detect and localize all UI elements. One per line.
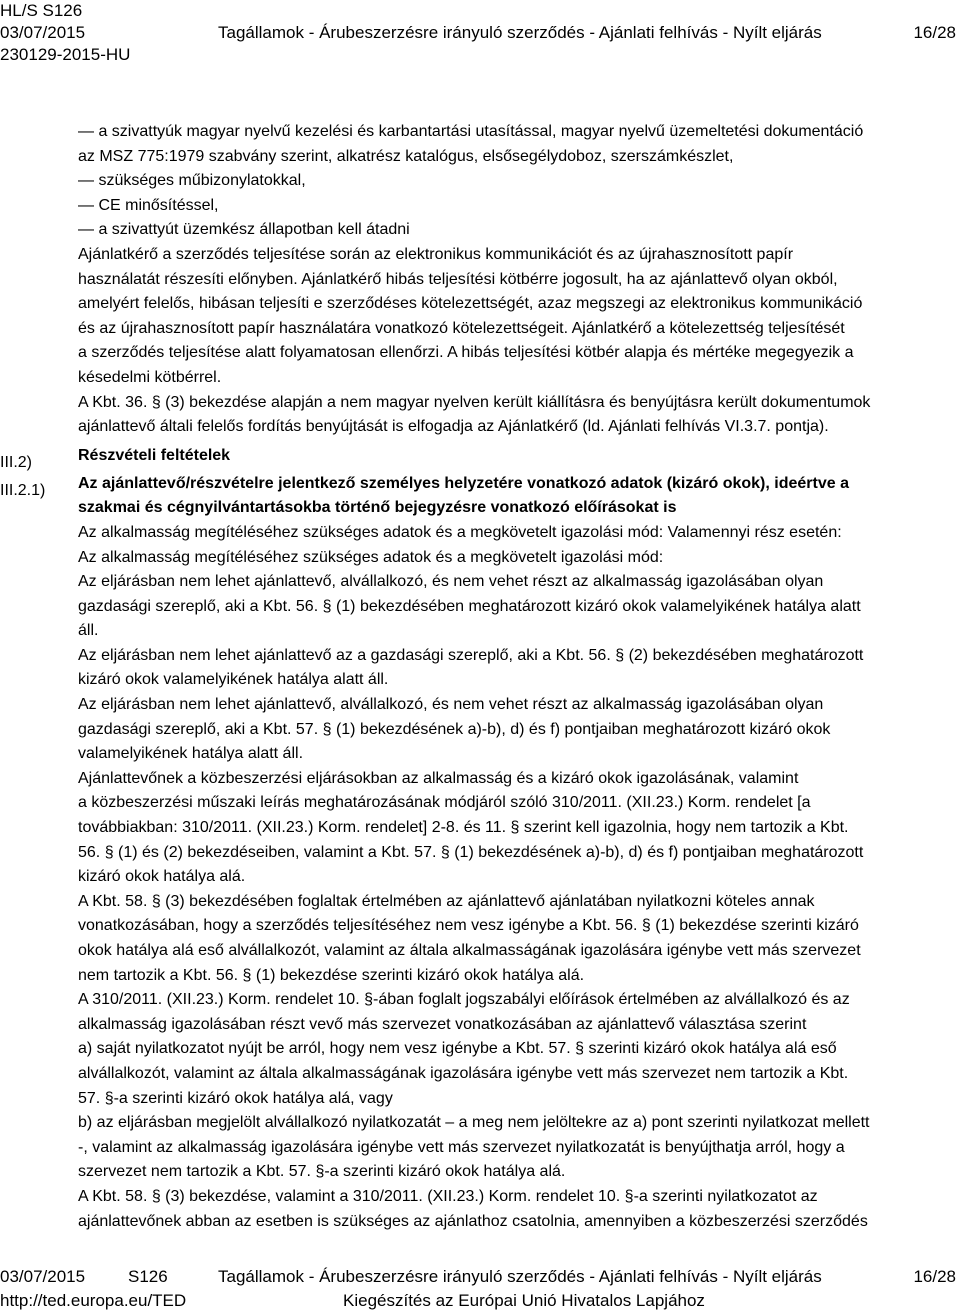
text-line: amelyért felelős, hibásan teljesíti e szerződéses kötelezettségét, azaz megszegi az elektronikus kommunikáció <box>78 295 863 313</box>
text-line: kizáró okok hatálya alá. <box>78 868 246 886</box>
text-line: szakmai és cégnyilvántartásokba történő bejegyzésre vonatkozó előírásokat is <box>78 499 677 517</box>
text-line: alkalmasság igazolásában részt vevő más szervezet vonatkozásában az ajánlattevő választása szerint <box>78 1015 807 1033</box>
header-reference: 230129-2015-HU <box>0 45 131 64</box>
text-line: gazdasági szereplő, aki a Kbt. 57. § (1) bekezdésének a)-b), d) és f) pontjaiban meghatározott kizáró okok <box>78 720 831 738</box>
text-line: használatát részesíti előnyben. Ajánlatkérő hibás teljesítési kötbérre jogosult, ha az ajánlattevő olyan okból, <box>78 270 838 288</box>
text-line: -, valamint az alkalmasság igazolására igénybe vett más szervezet nyilatkozatát is benyújthatja arról, hogy a <box>78 1138 845 1156</box>
text-line: vonatkozásában, hogy a szerződés teljesítéséhez nem vesz igénybe a Kbt. 56. § (1) bekezdése szerinti kizáró <box>78 917 859 935</box>
text-line: — CE minősítéssel, <box>78 196 219 214</box>
text-line: ajánlattevőnek abban az esetben is szükséges az ajánlathoz csatolnia, amennyiben a közbeszerzési szerződés <box>78 1212 868 1230</box>
text-line: okok hatálya alá eső alvállalkozót, valamint az általa alkalmasságának igazolására igénybe vett más szervezet <box>78 942 861 959</box>
footer-url-link[interactable]: http://ted.europa.eu/TED <box>0 1291 187 1310</box>
text-line: valamelyikének hatálya alatt áll. <box>78 745 304 763</box>
text-line: és az újrahasznosított papír használatára vonatkozó kötelezettségeit. Ajánlatkérő a kötelezettség teljesítését <box>78 319 845 337</box>
text-line: kizáró okok valamelyikének hatálya alatt áll. <box>78 671 389 689</box>
participation-heading: Részvételi feltételek <box>78 446 231 464</box>
text-line: 57. §-a szerinti kizáró okok hatálya alá, vagy <box>78 1089 393 1107</box>
text-line: A Kbt. 58. § (3) bekezdésében foglaltak értelmében az ajánlattevő ajánlatában nyilatkozni köteles annak <box>78 892 815 910</box>
section-number-iii-2-1: III.2.1) <box>0 482 46 499</box>
text-line: Az eljárásban nem lehet ajánlattevő, alvállalkozó, és nem vehet részt az alkalmasság igazolásában olyan <box>78 696 824 714</box>
text-line: Az alkalmasság megítéléséhez szükséges adatok és a megkövetelt igazolási mód: Valamennyi rész esetén: <box>78 523 842 541</box>
text-line: Az alkalmasság megítéléséhez szükséges adatok és a megkövetelt igazolási mód: <box>78 548 664 566</box>
text-line: gazdasági szereplő, aki a Kbt. 56. § (1) bekezdésében meghatározott kizáró okok valamelyikének hatálya alatt <box>78 597 861 615</box>
text-line: Ajánlattevőnek a közbeszerzési eljárásokban az alkalmasság és a kizáró okok igazolásának, valamint <box>78 769 799 787</box>
header-doc-id: HL/S S126 <box>0 1 83 20</box>
text-line: nem tartozik a Kbt. 56. § (1) bekezdése szerinti kizáró okok hatálya alá. <box>78 966 585 984</box>
text-line: a közbeszerzési műszaki leírás meghatározásának módjáról szóló 310/2011. (XII.23.) Korm. rendelet [a <box>78 794 811 812</box>
text-line: áll. <box>78 622 99 640</box>
text-line: a szerződés teljesítése alatt folyamatosan ellenőrzi. A hibás teljesítési kötbér alapja és mértéke megegyezik a <box>78 344 854 362</box>
text-line: Ajánlatkérő a szerződés teljesítése során az elektronikus kommunikációt és az újrahasznosított papír <box>78 245 794 263</box>
text-line: továbbiakban: 310/2011. (XII.23.) Korm. rendelet] 2-8. és 11. § szerint kell igazolnia, hogy nem tartozik a Kbt. <box>78 819 849 837</box>
text-line: Az eljárásban nem lehet ajánlattevő, alvállalkozó, és nem vehet részt az alkalmasság igazolásában olyan <box>78 573 824 591</box>
text-line: Az ajánlattevő/részvételre jelentkező személyes helyzetére vonatkozó adatok (kizáró okok), ideértve a <box>78 474 849 492</box>
text-line: b) az eljárásban megjelölt alvállalkozó nyilatkozatát – a meg nem jelöltekre az a) pont szerinti nyilatkozat mellett <box>78 1114 870 1132</box>
footer-title: Tagállamok - Árubeszerzésre irányuló szerződés - Ajánlati felhívás - Nyílt eljárás <box>218 1267 822 1286</box>
text-line: késedelmi kötbérrel. <box>78 368 222 386</box>
footer-date: 03/07/2015 <box>0 1267 86 1286</box>
footer-publisher: Kiegészítés az Európai Unió Hivatalos Lapjához <box>343 1291 705 1310</box>
text-line: — szükséges műbizonylatokkal, <box>78 172 306 190</box>
section-number-iii-2: III.2) <box>0 454 33 471</box>
contract-terms-block <box>78 120 958 440</box>
document-body <box>78 120 958 1234</box>
text-line: — a szivattyúk magyar nyelvű kezelési és karbantartási utasítással, magyar nyelvű üzemeltetési dokumentáció <box>78 123 864 140</box>
exclusion-criteria-text <box>78 521 958 1234</box>
text-line: A 310/2011. (XII.23.) Korm. rendelet 10. §-ában foglalt jogszabályi előírások értelmében az alvállalkozó és az <box>78 991 850 1009</box>
text-line: szervezet nem tartozik a Kbt. 57. §-a szerinti kizáró okok hatálya alá. <box>78 1163 566 1181</box>
text-line: — a szivattyút üzemkész állapotban kell átadni <box>78 221 410 239</box>
text-line: A Kbt. 36. § (3) bekezdése alapján a nem magyar nyelven került kiállításra és benyújtásra került dokumentumok <box>78 393 871 411</box>
text-line: A Kbt. 58. § (3) bekezdése, valamint a 310/2011. (XII.23.) Korm. rendelet 10. §-a szerinti nyilatkozatot az <box>78 1187 818 1205</box>
text-line: alvállalkozót, valamint az általa alkalmasságának igazolására igénybe vett más szervezet nem tartozik a Kbt. <box>78 1064 849 1082</box>
text-line: a) saját nyilatkozatot nyújt be arról, hogy nem vesz igénybe a Kbt. 57. § szerinti kizáró okok hatálya alá eső <box>78 1040 837 1058</box>
text-line: ajánlattevő általi felelős fordítás benyújtását is elfogadja az Ajánlatkérő (ld. Ajánlati felhívás VI.3.7. pontja). <box>78 418 829 436</box>
text-line: az MSZ 775:1979 szabvány szerint, alkatrész katalógus, elsősegélydoboz, szerszámkészlet, <box>78 147 734 165</box>
header-title: Tagállamok - Árubeszerzésre irányuló szerződés - Ajánlati felhívás - Nyílt eljárás <box>218 23 822 42</box>
text-line: 56. § (1) és (2) bekezdéseiben, valamint a Kbt. 57. § (1) bekezdésének a)-b), d) és f) pontjaiban meghatározott <box>78 843 864 861</box>
text-line: Az eljárásban nem lehet ajánlattevő az a gazdasági szereplő, aki a Kbt. 56. § (2) bekezdésében meghatározott <box>78 646 864 664</box>
footer-series: S126 <box>128 1267 168 1286</box>
exclusion-criteria-heading <box>78 472 958 521</box>
header-page-number: 16/28 <box>913 23 956 42</box>
footer-page-number: 16/28 <box>913 1267 956 1286</box>
header-date: 03/07/2015 <box>0 23 86 42</box>
